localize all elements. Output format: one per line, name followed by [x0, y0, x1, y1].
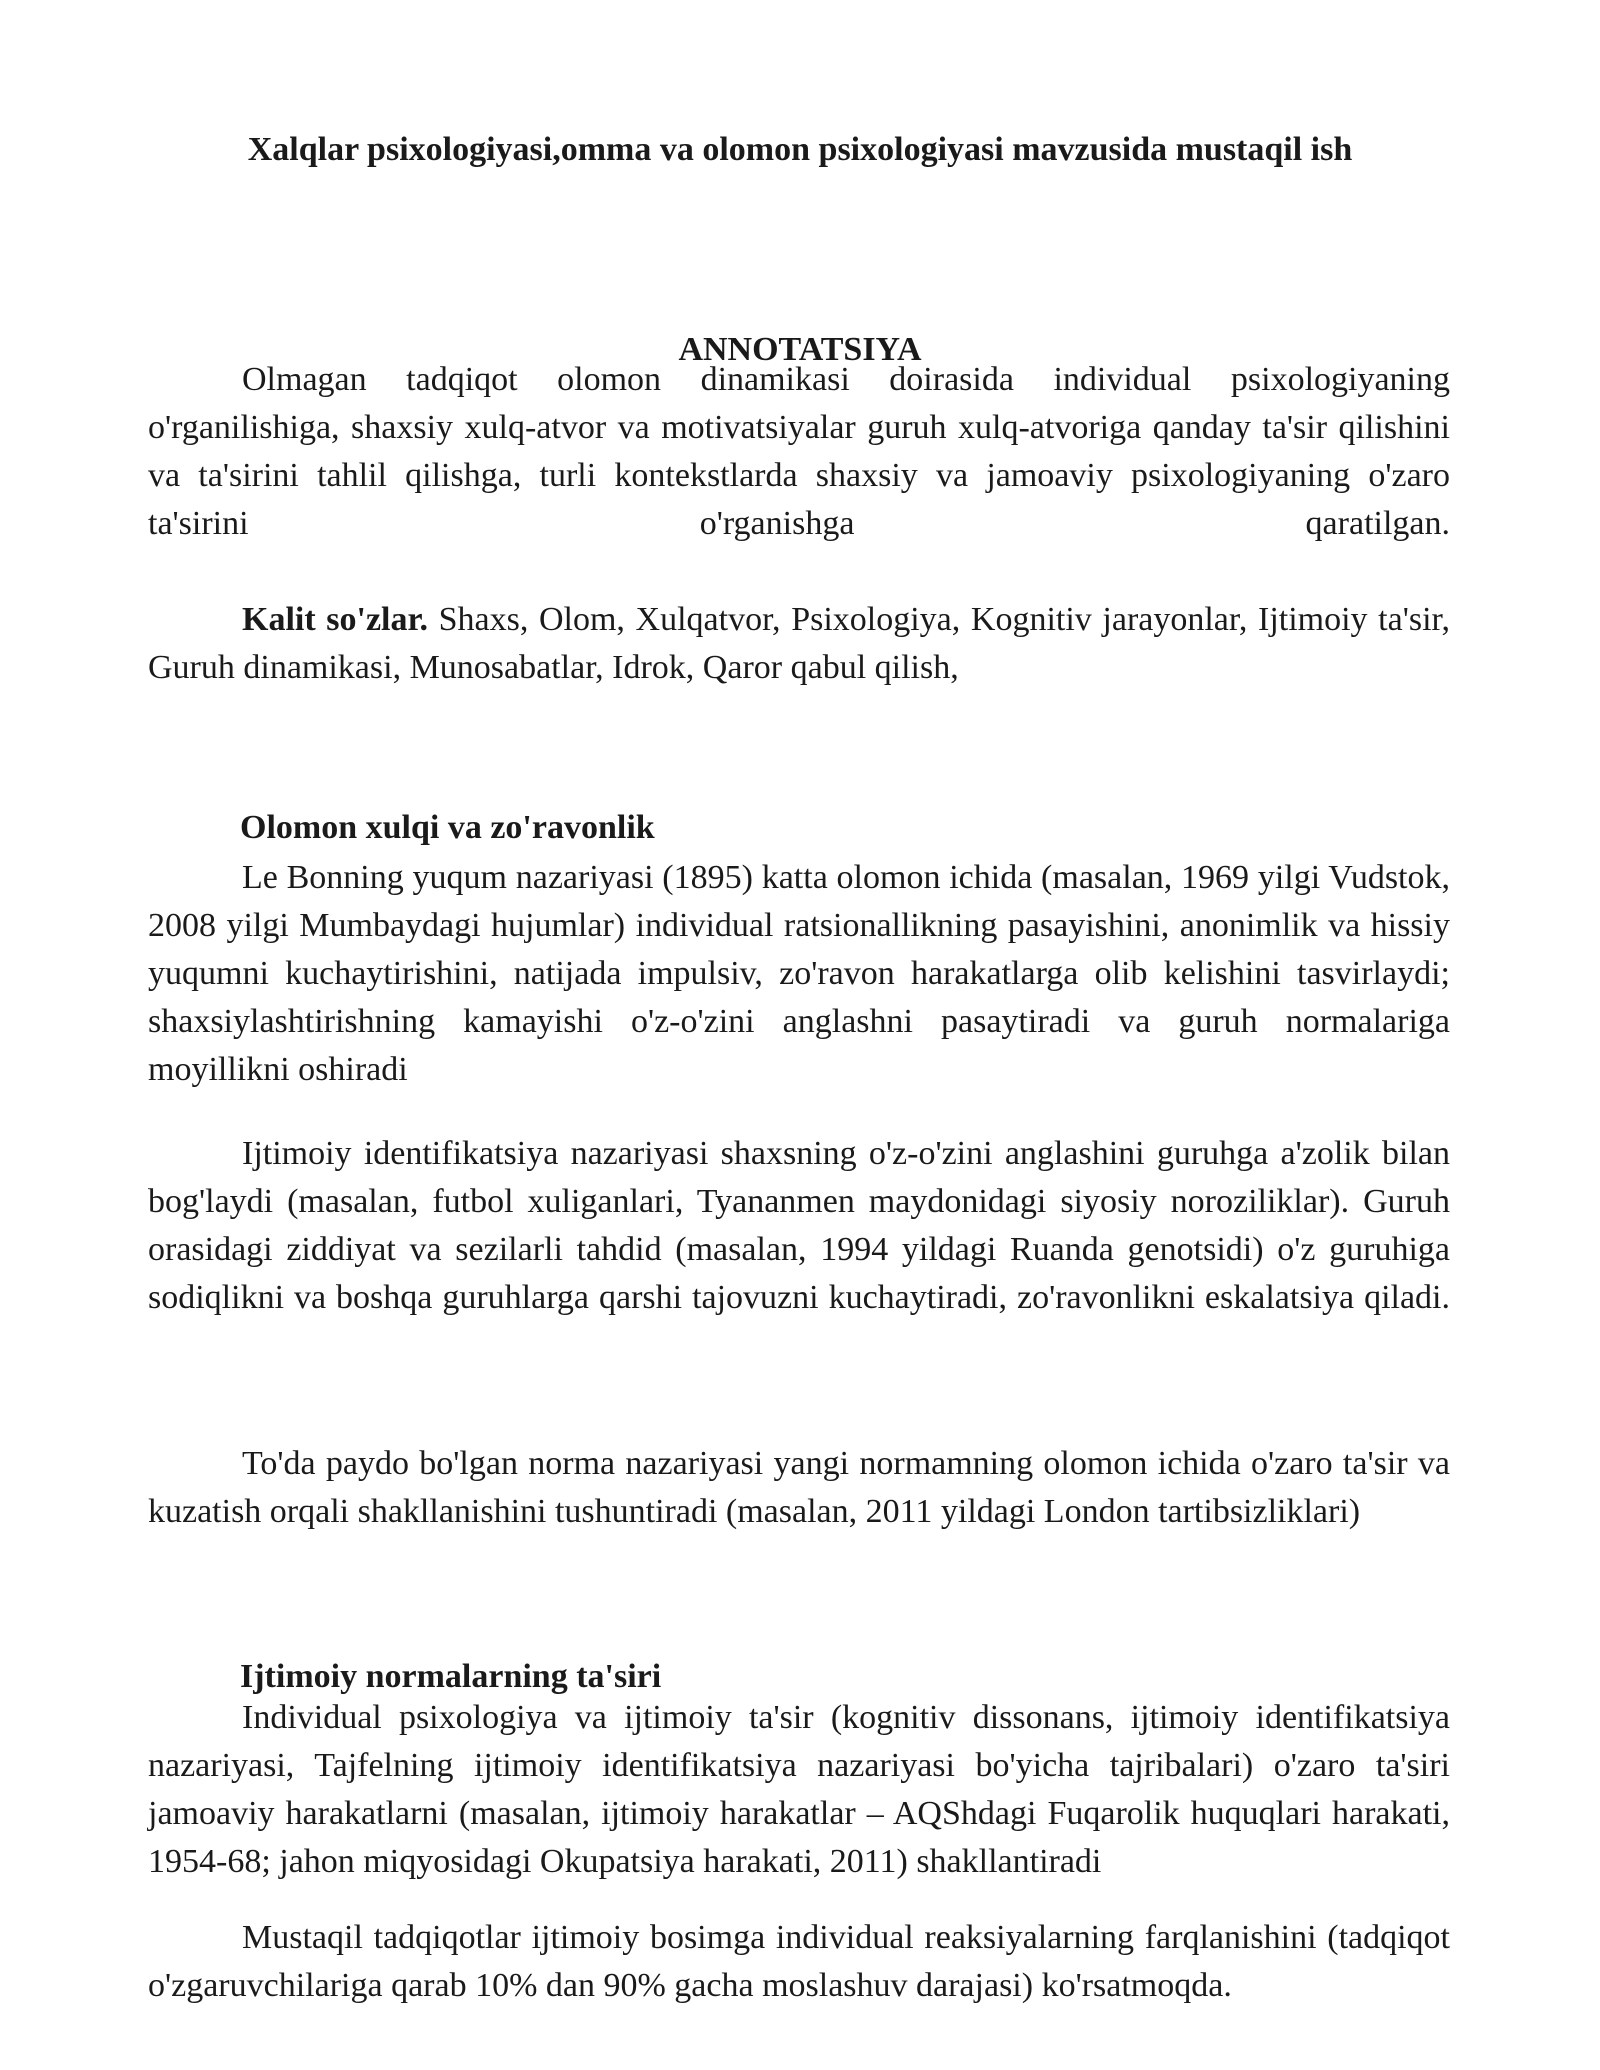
keywords-text: Shaxs, Olom, Xulqatvor, Psixologiya, Kognitiv jarayonlar, Ijtimoiy ta'sir, Guruh dinamikasi, Munosabatlar, Idrok, Qaror qabul qilish,: [148, 601, 1450, 686]
section2-paragraph-2: Mustaqil tadqiqotlar ijtimoiy bosimga individual reaksiyalarning farqlanishini (tadqiqot o'zgaruvchilariga qarab 10% dan 90% gacha moslashuv darajasi) ko'rsatmoqda.: [148, 1919, 1450, 2004]
section2-paragraph-1: Individual psixologiya va ijtimoiy ta'sir (kognitiv dissonans, ijtimoiy identifikatsiya nazariyasi, Tajfelning ijtimoiy identifikatsiya nazariyasi bo'yicha tajribalari) o'zaro ta'siri jamoaviy harakatlarni (masalan, ijtimoiy harakatlar – AQShdagi Fuqarolik huquqlari harakati, 1954-68; jahon miqyosidagi Okupatsiya harakati, 2011) shakllantiradi: [148, 1699, 1450, 1880]
section1-paragraph-1: Le Bonning yuqum nazariyasi (1895) katta olomon ichida (masalan, 1969 yilgi Vudstok, 2008 yilgi Mumbaydagi hujumlar) individual ratsionallikning pasayishini, anonimlik va hissiy yuqumni kuchaytirishini, natijada impulsiv, zo'ravon harakatlarga olib kelishini tasvirlaydi; shaxsiylashtirishning kamayishi o'z-o'zini anglashni pasaytiradi va guruh normalariga moyillikni oshiradi: [148, 859, 1450, 1088]
annotation-heading: ANNOTATSIYA: [678, 331, 922, 368]
annotation-paragraph: Olmagan tadqiqot olomon dinamikasi doirasida individual psixologiyaning o'rganilishiga, shaxsiy xulq-atvor va motivatsiyalar guruh xulq-atvoriga qanday ta'sir qilishini va ta'sirini tahlil qilishga, turli kontekstlarda shaxsiy va jamoaviy psixologiyaning o'zaro ta'sirini o'rganishga qaratilgan.: [148, 361, 1450, 542]
document-title: Xalqlar psixologiyasi,omma va olomon psixologiyasi mavzusida mustaqil ish: [247, 131, 1353, 168]
section1-paragraph-2: Ijtimoiy identifikatsiya nazariyasi shaxsning o'z-o'zini anglashini guruhga a'zolik bilan bog'laydi (masalan, futbol xuliganlari, Tyananmen maydonidagi siyosiy noroziliklar). Guruh orasidagi ziddiyat va sezilarli tahdid (masalan, 1994 yildagi Ruanda genotsidi) o'z guruhiga sodiqlikni va boshqa guruhlarga qarshi tajovuzni kuchaytiradi, zo'ravonlikni eskalatsiya qiladi.: [148, 1135, 1450, 1316]
keywords-label: Kalit so'zlar.: [242, 601, 428, 638]
section1-paragraph-3: To'da paydo bo'lgan norma nazariyasi yangi normamning olomon ichida o'zaro ta'sir va kuzatish orqali shakllanishini tushuntiradi (masalan, 2011 yildagi London tartibsizliklari): [148, 1445, 1450, 1530]
section-heading-crowd-violence: Olomon xulqi va zo'ravonlik: [240, 809, 655, 846]
keywords-paragraph: [148, 596, 1450, 692]
section-heading-social-norms: Ijtimoiy normalarning ta'siri: [240, 1658, 662, 1695]
